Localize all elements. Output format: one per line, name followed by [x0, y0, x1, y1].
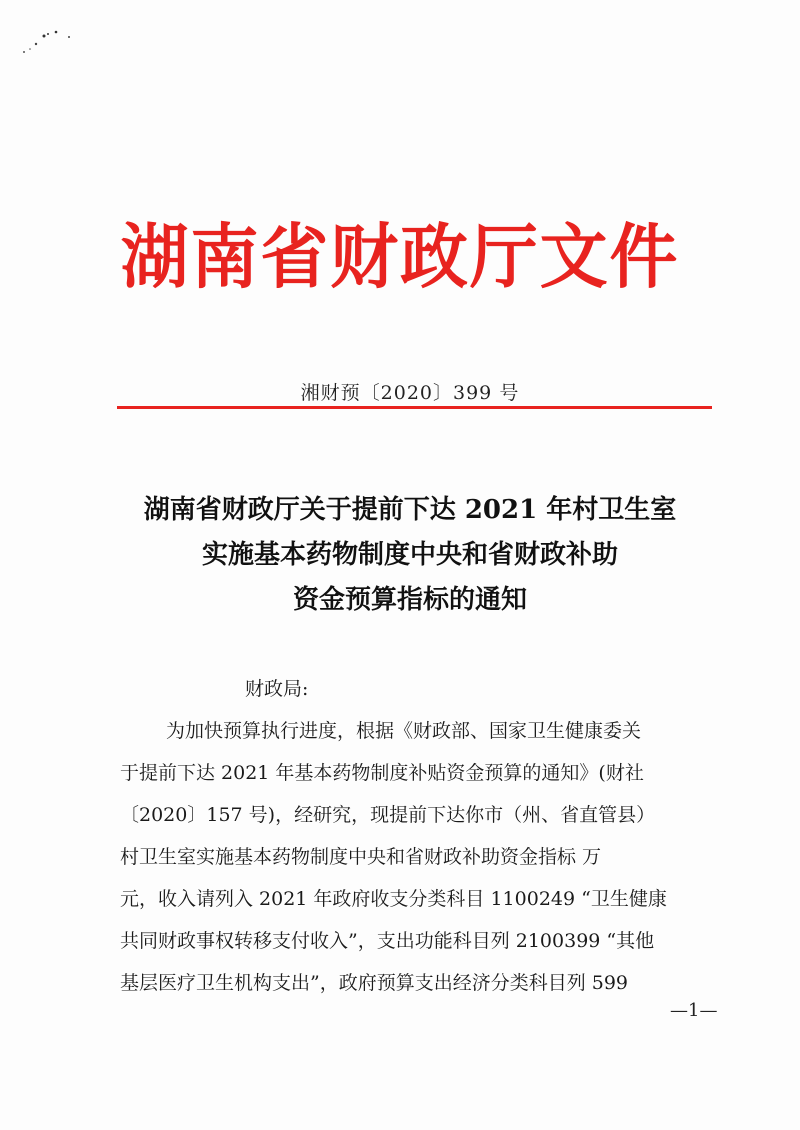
body-line: 于提前下达 2021 年基本药物制度补贴资金预算的通知》(财社	[120, 762, 644, 784]
document-number: 湘财预〔2020〕399 号	[300, 382, 520, 404]
body-line: 村卫生室实施基本药物制度中央和省财政补助资金指标 万	[120, 846, 602, 868]
body-line: 基层医疗卫生机构支出”，政府预算支出经济分类科目列 599	[120, 972, 629, 994]
scan-speckle-marks	[14, 22, 84, 62]
document-title-line: 湖南省财政厅关于提前下达 2021 年村卫生室	[143, 495, 677, 525]
document-title-line: 资金预算指标的通知	[292, 585, 527, 615]
document-header-title: 湖南省财政厅文件	[120, 216, 680, 298]
document-title-line: 实施基本药物制度中央和省财政补助	[201, 540, 618, 570]
red-divider-line	[117, 406, 712, 409]
body-line: 元，收入请列入 2021 年政府收支分类科目 1100249 “卫生健康	[120, 888, 667, 910]
document-title	[0, 488, 800, 623]
body-line: 共同财政事权转移支付收入”，支出功能科目列 2100399 “其他	[120, 930, 655, 952]
addressee: 财政局:	[245, 678, 309, 700]
body-text	[120, 710, 720, 1004]
body-line: 为加快预算执行进度，根据《财政部、国家卫生健康委关	[166, 720, 642, 742]
page-number: —1—	[670, 1000, 718, 1021]
body-line: 〔2020〕157 号)，经研究，现提前下达你市（州、省直管县）	[120, 804, 656, 826]
